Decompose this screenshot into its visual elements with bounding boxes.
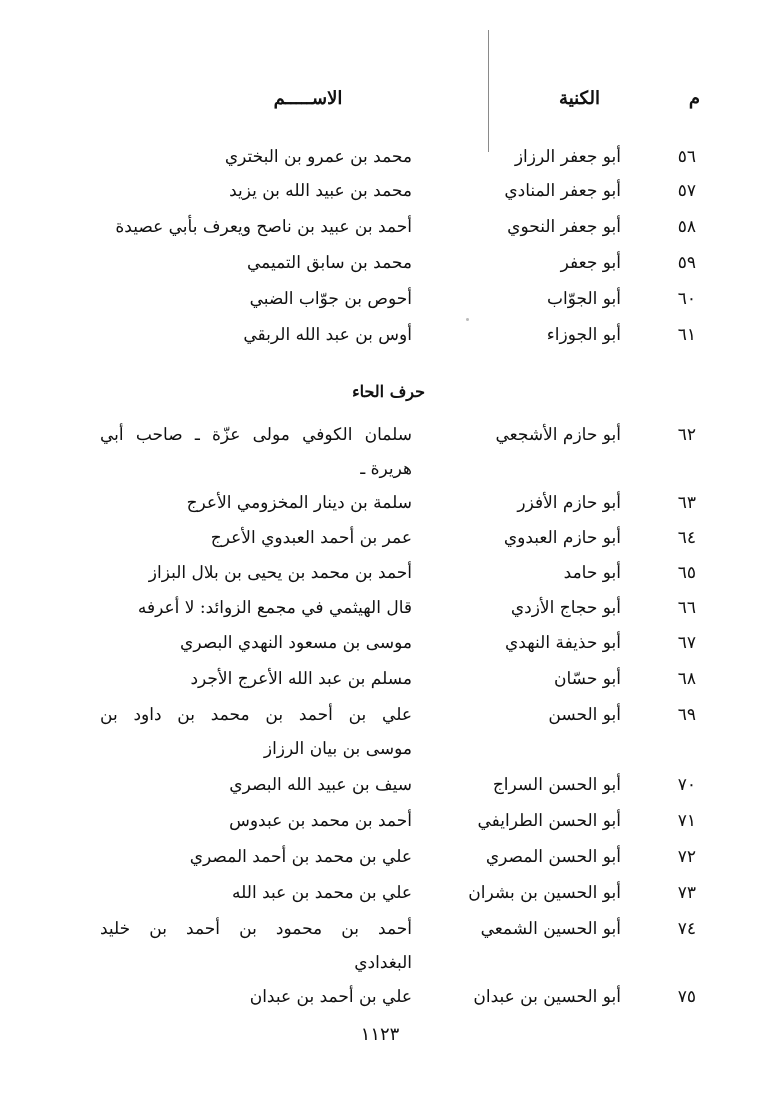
entry-kunya: أبو الجوزاء	[546, 325, 621, 345]
entry-name: سلمة بن دينار المخزومي الأعرج	[186, 493, 412, 513]
entry-number: ٦٩	[677, 705, 696, 725]
entry-number: ٦٣	[677, 493, 696, 513]
table-row	[0, 282, 763, 316]
table-row	[0, 912, 763, 973]
table-row	[0, 318, 763, 352]
entry-kunya: أبو حازم الأفزر	[517, 493, 621, 513]
entry-kunya: أبو الحسين الشمعي	[480, 919, 621, 939]
entry-kunya: أبو الحسين بن عبدان	[473, 987, 621, 1007]
entry-kunya: أبو الجوّاب	[546, 289, 621, 309]
entry-number: ٦٦	[677, 598, 696, 618]
table-row	[0, 698, 763, 759]
table-row	[0, 418, 763, 479]
entry-number: ٥٧	[677, 181, 696, 201]
entry-name: أحمد بن محمود بن أحمد بن خليد	[100, 919, 412, 939]
entry-kunya: أبو حامد	[563, 563, 621, 583]
table-row	[0, 804, 763, 838]
entry-kunya: أبو الحسن السراج	[492, 775, 621, 795]
entry-number: ٦١	[677, 325, 696, 345]
table-row	[0, 768, 763, 802]
entry-name: علي بن أحمد بن محمد بن داود بن	[100, 705, 412, 725]
entry-number: ٦٠	[677, 289, 696, 309]
entry-kunya: أبو حازم الأشجعي	[495, 425, 621, 445]
table-row	[0, 876, 763, 910]
entry-kunya: أبو الحسن الطرايفي	[477, 811, 621, 831]
entry-kunya: أبو الحسين بن بشران	[468, 883, 621, 903]
entry-name: أوس بن عبد الله الربقي	[243, 325, 412, 345]
table-row	[0, 980, 763, 1014]
entry-name: علي بن أحمد بن عبدان	[249, 987, 412, 1007]
table-row	[0, 246, 763, 280]
entry-name: محمد بن عبيد الله بن يزيد	[229, 181, 412, 201]
table-row	[0, 140, 763, 174]
entry-number: ٥٩	[677, 253, 696, 273]
entry-name-continuation: هريرة ـ	[360, 459, 412, 479]
entry-name: مسلم بن عبد الله الأعرج الأجرد	[190, 669, 412, 689]
entry-name: سلمان الكوفي مولى عزّة ـ صاحب أبي	[100, 425, 412, 445]
table-row	[0, 840, 763, 874]
column-divider	[488, 30, 489, 152]
table-row	[0, 174, 763, 208]
entry-name: أحمد بن محمد بن يحيى بن بلال البزاز	[148, 563, 412, 583]
header-name: الاســـــم	[273, 88, 343, 109]
entry-name: أحمد بن محمد بن عبدوس	[229, 811, 412, 831]
table-row	[0, 486, 763, 520]
entry-number: ٦٨	[677, 669, 696, 689]
entry-name: أحوص بن جوّاب الضبي	[249, 289, 412, 309]
entry-name: أحمد بن عبيد بن ناصح ويعرف بأبي عصيدة	[115, 217, 412, 237]
scan-speck	[466, 318, 469, 321]
entry-number: ٧٠	[677, 775, 696, 795]
entry-number: ٦٢	[677, 425, 696, 445]
entry-name: علي بن محمد بن أحمد المصري	[189, 847, 412, 867]
entry-number: ٥٦	[677, 147, 696, 167]
entry-number: ٧٥	[677, 987, 696, 1007]
table-row	[0, 591, 763, 625]
entry-kunya: أبو الحسن	[548, 705, 621, 725]
entry-name-continuation: موسى بن بيان الرزاز	[263, 739, 412, 759]
entry-name: محمد بن سابق التميمي	[246, 253, 412, 273]
entry-name: عمر بن أحمد العبدوي الأعرج	[210, 528, 412, 548]
entry-number: ٦٧	[677, 633, 696, 653]
entry-kunya: أبو الحسن المصري	[485, 847, 621, 867]
header-number: م	[688, 88, 700, 109]
entry-number: ٦٥	[677, 563, 696, 583]
entry-number: ٧٤	[677, 919, 696, 939]
entry-kunya: أبو حجاج الأزدي	[510, 598, 621, 618]
entry-number: ٧٢	[677, 847, 696, 867]
entry-number: ٧١	[677, 811, 696, 831]
table-row	[0, 662, 763, 696]
table-row	[0, 556, 763, 590]
entry-kunya: أبو حازم العبدوي	[503, 528, 621, 548]
page-number: ١١٢٣	[360, 1024, 400, 1045]
entry-name: محمد بن عمرو بن البختري	[224, 147, 412, 167]
entry-kunya: أبو جعفر المنادي	[504, 181, 621, 201]
entry-kunya: أبو حسّان	[554, 669, 621, 689]
entry-number: ٦٤	[677, 528, 696, 548]
entry-kunya: أبو جعفر	[560, 253, 621, 273]
entry-name: قال الهيثمي في مجمع الزوائد: لا أعرفه	[137, 598, 412, 618]
table-row	[0, 626, 763, 660]
entry-number: ٧٣	[677, 883, 696, 903]
entry-name: موسى بن مسعود النهدي البصري	[180, 633, 412, 653]
entry-number: ٥٨	[677, 217, 696, 237]
entry-kunya: أبو جعفر الرزاز	[514, 147, 621, 167]
section-heading: حرف الحاء	[352, 382, 425, 401]
table-row	[0, 210, 763, 244]
entry-name: سيف بن عبيد الله البصري	[229, 775, 412, 795]
table-row	[0, 521, 763, 555]
header-kunya: الكنية	[559, 88, 600, 109]
entry-kunya: أبو جعفر النحوي	[507, 217, 621, 237]
entry-kunya: أبو حذيفة النهدي	[504, 633, 621, 653]
entry-name: علي بن محمد بن عبد الله	[232, 883, 412, 903]
entry-name-continuation: البغدادي	[354, 953, 412, 973]
